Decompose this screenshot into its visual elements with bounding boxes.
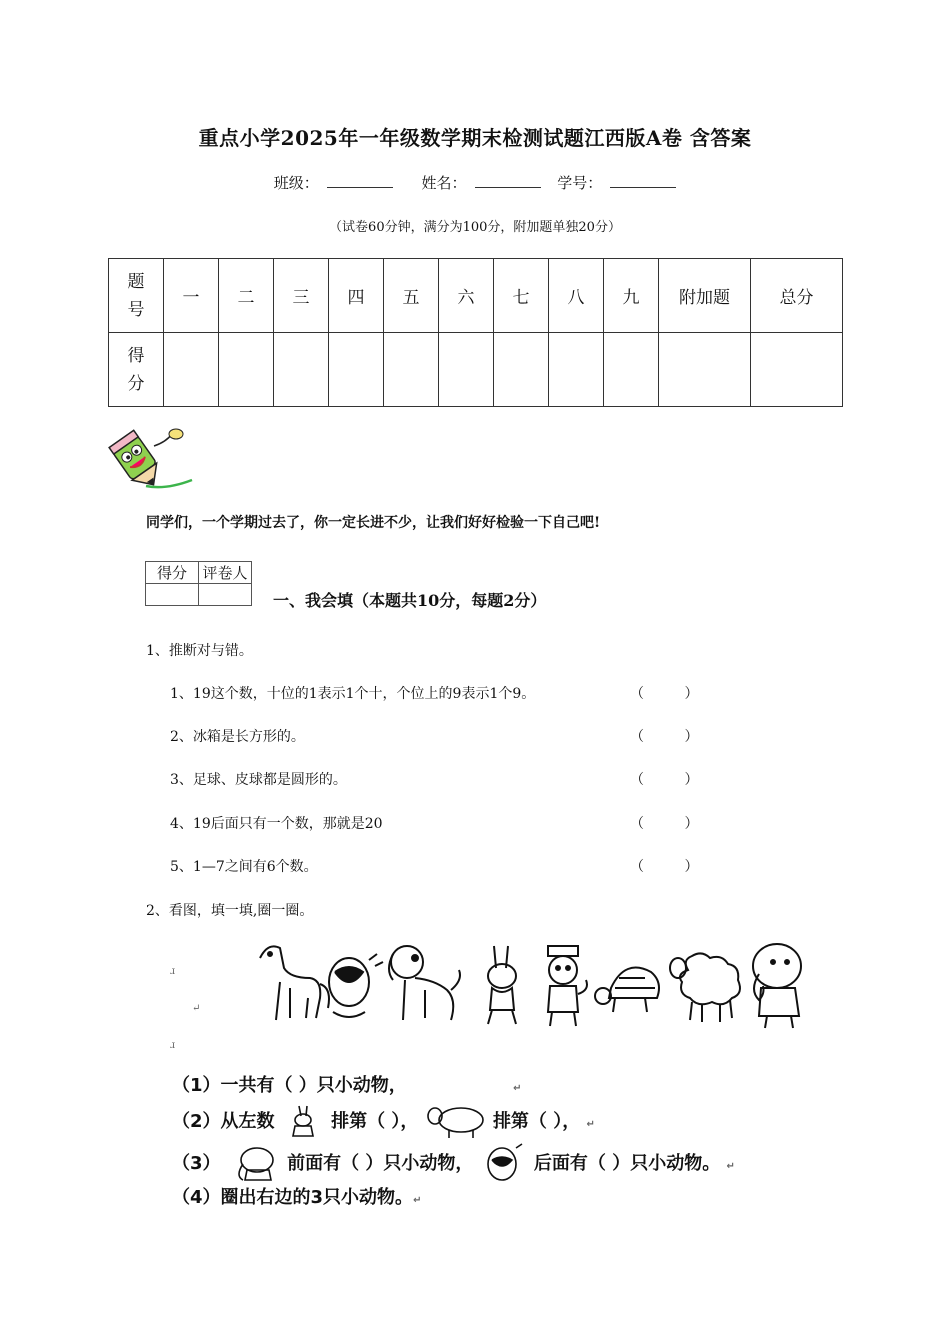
return-mark: ↵ bbox=[513, 1083, 522, 1094]
score-col-9: 九 bbox=[604, 259, 659, 333]
score-col-total: 总分 bbox=[751, 259, 843, 333]
rabbit-icon bbox=[488, 946, 516, 1024]
score-input-cell[interactable] bbox=[164, 333, 219, 407]
intro-text: 同学们，一个学期过去了，你一定长进不少，让我们好好检验一下自己吧! bbox=[146, 515, 601, 531]
answer-paren[interactable]: （ ） bbox=[630, 816, 717, 832]
elephant-icon bbox=[227, 1146, 281, 1182]
question-1-item: 5、1—7之间有6个数。 bbox=[170, 859, 318, 875]
score-col-6: 六 bbox=[439, 259, 494, 333]
score-col-7: 七 bbox=[494, 259, 549, 333]
id-blank bbox=[610, 173, 676, 188]
return-mark: ↵ bbox=[726, 1161, 735, 1172]
answer-paren[interactable]: （ ） bbox=[630, 729, 717, 745]
score-input-cell[interactable] bbox=[659, 333, 751, 407]
score-input-cell[interactable] bbox=[439, 333, 494, 407]
animal-row-illustration bbox=[160, 938, 820, 1033]
pencil-mascot-icon bbox=[106, 420, 196, 492]
subquestion-4: （4）圈出右边的3只小动物。↵ bbox=[172, 1187, 422, 1208]
sheep-icon bbox=[425, 1104, 487, 1140]
answer-paren[interactable]: （ ） bbox=[630, 686, 717, 702]
rabbit-icon bbox=[281, 1104, 325, 1140]
score-input-cell[interactable] bbox=[604, 333, 659, 407]
score-col-8: 八 bbox=[549, 259, 604, 333]
score-input-cell[interactable] bbox=[384, 333, 439, 407]
return-mark: ↵ bbox=[586, 1119, 595, 1130]
return-mark: ↵ bbox=[192, 1003, 201, 1014]
student-info-line bbox=[0, 172, 950, 193]
score-table bbox=[108, 258, 843, 407]
turtle-icon bbox=[595, 968, 659, 1012]
section-1-title: 一、我会填（本题共10分，每题2分） bbox=[273, 591, 547, 610]
score-input-cell[interactable] bbox=[751, 333, 843, 407]
return-mark: ↵ bbox=[413, 1195, 422, 1206]
question-1-item: 2、冰箱是长方形的。 bbox=[170, 729, 305, 745]
score-table-header-cell: 题 号 bbox=[109, 259, 164, 333]
score-col-4: 四 bbox=[329, 259, 384, 333]
exam-note: （试卷60分钟，满分为100分，附加题单独20分） bbox=[329, 220, 621, 235]
class-label: 班级： bbox=[273, 174, 319, 192]
score-input-cell[interactable] bbox=[219, 333, 274, 407]
score-row-label: 得 分 bbox=[109, 333, 164, 407]
score-input-cell[interactable] bbox=[274, 333, 329, 407]
monkey-icon bbox=[548, 946, 587, 1026]
frog-icon bbox=[480, 1142, 528, 1186]
answer-paren[interactable]: （ ） bbox=[630, 772, 717, 788]
grader-name-cell[interactable] bbox=[199, 584, 252, 606]
question-1-prompt: 1、推断对与错。 bbox=[146, 643, 253, 659]
score-col-2: 二 bbox=[219, 259, 274, 333]
score-col-bonus: 附加题 bbox=[659, 259, 751, 333]
question-1-item: 4、19后面只有一个数，那就是20 bbox=[170, 816, 383, 832]
question-1-item: 3、足球、皮球都是圆形的。 bbox=[170, 772, 347, 788]
grader-table bbox=[145, 561, 252, 606]
elephant-icon bbox=[753, 944, 801, 1028]
sheep-icon bbox=[670, 953, 740, 1022]
question-2-prompt: 2、看图，填一填,圈一圈。 bbox=[146, 903, 314, 919]
grader-score-label: 得分 bbox=[146, 562, 199, 584]
horse-icon bbox=[260, 946, 329, 1020]
frog-icon bbox=[329, 954, 383, 1017]
score-col-3: 三 bbox=[274, 259, 329, 333]
score-col-5: 五 bbox=[384, 259, 439, 333]
score-input-cell[interactable] bbox=[329, 333, 384, 407]
name-blank bbox=[475, 173, 541, 188]
dog-icon bbox=[389, 946, 460, 1020]
id-label: 学号： bbox=[557, 174, 603, 192]
paragraph-mark: ɹ bbox=[170, 966, 176, 977]
score-input-cell[interactable] bbox=[494, 333, 549, 407]
subquestion-1: （1）一共有（ ）只小动物， ↵ bbox=[172, 1075, 522, 1096]
score-col-1: 一 bbox=[164, 259, 219, 333]
name-label: 姓名： bbox=[421, 174, 467, 192]
subquestion-2: （2）从左数 排第（ ）， 排第（ ）， ↵ bbox=[172, 1104, 595, 1140]
question-1-item: 1、19这个数，十位的1表示1个十，个位上的9表示1个9。 bbox=[170, 686, 536, 702]
grader-score-cell[interactable] bbox=[146, 584, 199, 606]
answer-paren[interactable]: （ ） bbox=[630, 859, 717, 875]
page-title: 重点小学2025年一年级数学期末检测试题江西版A卷 含答案 bbox=[198, 126, 752, 150]
score-input-cell[interactable] bbox=[549, 333, 604, 407]
paragraph-mark: ɹ bbox=[170, 1040, 176, 1051]
grader-name-label: 评卷人 bbox=[199, 562, 252, 584]
class-blank bbox=[327, 173, 393, 188]
subquestion-3: （3） 前面有（ ）只小动物， 后面有（ ）只小动物。 ↵ bbox=[172, 1142, 735, 1186]
